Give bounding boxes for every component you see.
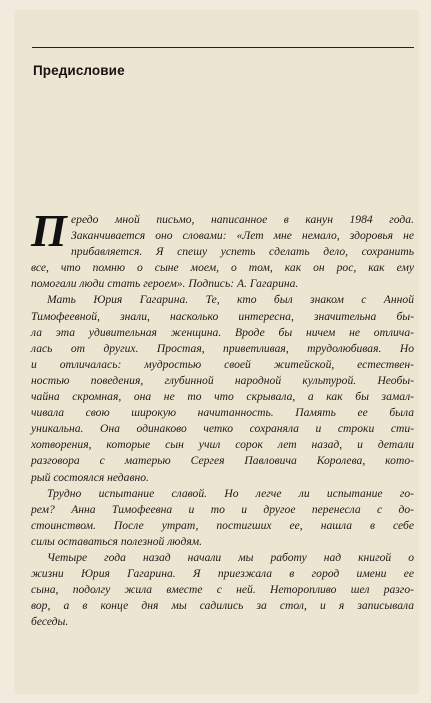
text-line: рый состоялся недавно. (31, 470, 149, 484)
text-line: все, что помню о сыне моем, о том, как он рос, как ему (31, 261, 414, 275)
body-text (31, 205, 414, 630)
text-line: и отличалась: мудростью своей житейской, естествен- (31, 357, 414, 371)
text-line: разговора с матерью Сергея Павловича Королева, кото- (31, 454, 414, 468)
text-line: ностью поведения, глубинной народной культурой. Необы- (31, 373, 414, 387)
text-line: беседы. (31, 615, 69, 629)
text-line: помогали люди стать героем». Подпись: А. Гагарина. (31, 277, 299, 291)
text-line: прибавляется. Я спешу успеть сделать дело, сохранить (71, 245, 414, 259)
text-line: вор, а в конце дня мы садились за стол, и я записывала (31, 599, 414, 613)
text-line: рем? Анна Тимофеевна и то и другое перенесла с до- (31, 502, 414, 516)
text-line: Четыре года назад начали мы работу над книгой о (47, 550, 414, 564)
text-line: лась от других. Простая, приветливая, трудолюбивая. Но (31, 341, 414, 355)
paragraph-4 (31, 550, 414, 630)
text-line: хотворения, которые сын учил сорок лет назад, и детали (31, 438, 414, 452)
text-line: стоинством. После утрат, постигших ее, нашла в себе (31, 518, 414, 532)
paragraph-3 (31, 486, 414, 550)
text-line: Тимофеевной, знали, насколько интересна, значительна бы- (31, 309, 414, 323)
paragraph-1 (31, 205, 414, 292)
text-line: ла эта удивительная женщина. Вроде бы ничем не отлича- (31, 325, 414, 339)
text-line: силы оставаться полезной людям. (31, 534, 203, 548)
section-title: Предисловие (33, 63, 125, 78)
text-line: Мать Юрия Гагарина. Те, кто был знаком с Анной (47, 293, 414, 307)
drop-cap: П (31, 205, 67, 256)
text-line: чайна скромная, она не то что скрывала, а как бы замал- (31, 390, 414, 404)
text-line: Заканчивается оно словами: «Лет мне немало, здоровья не (71, 229, 414, 243)
text-line: ередо мной письмо, написанное в канун 1984 года. (71, 213, 414, 226)
text-line: чивала свою широкую начитанность. Память ее была (31, 406, 414, 420)
text-line: Трудно испытание славой. Но легче ли испытание го- (47, 486, 414, 500)
text-line: уникальна. Она одинаково четко сохраняла и строки сти- (31, 422, 414, 436)
header-rule (32, 47, 414, 48)
text-line: сына, подолгу жила вместе с ней. Неторопливо шел разго- (31, 583, 414, 597)
text-line: жизни Юрия Гагарина. Я приезжала в город имени ее (31, 567, 414, 581)
paragraph-2 (31, 292, 414, 485)
